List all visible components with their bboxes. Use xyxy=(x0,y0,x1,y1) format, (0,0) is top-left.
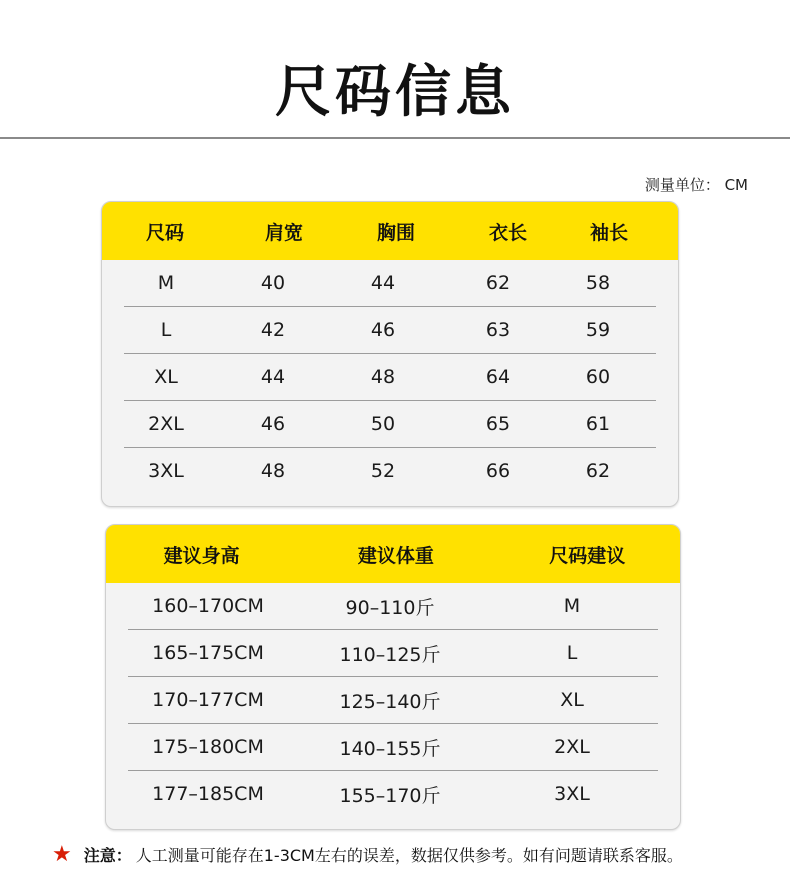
header-weight: 建议体重 xyxy=(357,544,434,567)
cell-length: 62 xyxy=(485,272,511,294)
cell-chest: 44 xyxy=(370,272,396,294)
cell-chest: 48 xyxy=(370,366,396,388)
cell-size: L xyxy=(566,642,578,664)
table-row xyxy=(124,307,656,354)
header-size: 尺码 xyxy=(145,221,184,244)
cell-size: XL xyxy=(154,366,178,388)
star-icon: ★ xyxy=(52,841,72,867)
cell-sleeve: 62 xyxy=(585,460,611,482)
cell-size: M xyxy=(157,272,175,294)
cell-sleeve: 58 xyxy=(585,272,611,294)
recommendation-header xyxy=(106,525,680,583)
cell-weight: 155–170斤 xyxy=(339,784,441,807)
cell-weight: 110–125斤 xyxy=(339,643,441,666)
title-divider xyxy=(0,137,790,139)
page-title: 尺码信息 xyxy=(275,60,515,125)
cell-sleeve: 60 xyxy=(585,366,611,388)
cell-size: 2XL xyxy=(148,413,184,435)
header-sleeve: 袖长 xyxy=(589,221,628,244)
cell-height: 160–170CM xyxy=(152,595,264,617)
note-text: 人工测量可能存在1-3CM左右的误差，数据仅供参考。如有问题请联系客服。 xyxy=(135,846,683,865)
cell-height: 177–185CM xyxy=(152,783,264,805)
cell-size: 3XL xyxy=(148,460,184,482)
cell-shoulder: 44 xyxy=(260,366,286,388)
cell-length: 64 xyxy=(485,366,511,388)
table-row xyxy=(128,771,658,817)
cell-shoulder: 42 xyxy=(260,319,286,341)
cell-weight: 90–110斤 xyxy=(345,596,435,619)
cell-shoulder: 40 xyxy=(260,272,286,294)
table-row xyxy=(128,677,658,724)
cell-size: L xyxy=(160,319,172,341)
cell-length: 63 xyxy=(485,319,511,341)
cell-height: 165–175CM xyxy=(152,642,264,664)
header-height: 建议身高 xyxy=(163,544,240,567)
cell-shoulder: 48 xyxy=(260,460,286,482)
cell-chest: 52 xyxy=(370,460,396,482)
cell-shoulder: 46 xyxy=(260,413,286,435)
note-label: 注意： xyxy=(83,846,132,865)
cell-length: 66 xyxy=(485,460,511,482)
cell-height: 175–180CM xyxy=(152,736,264,758)
size-chart-table xyxy=(101,201,679,507)
measurement-note xyxy=(52,843,683,866)
table-row xyxy=(124,260,656,307)
cell-weight: 140–155斤 xyxy=(339,737,441,760)
table-row xyxy=(124,448,656,494)
header-length: 衣长 xyxy=(488,221,527,244)
cell-size: M xyxy=(563,595,581,617)
size-recommendation-table xyxy=(105,524,681,830)
cell-chest: 46 xyxy=(370,319,396,341)
header-size-advice: 尺码建议 xyxy=(549,544,626,567)
table-row xyxy=(124,354,656,401)
table-row xyxy=(128,724,658,771)
cell-sleeve: 59 xyxy=(585,319,611,341)
table-row xyxy=(128,630,658,677)
cell-height: 170–177CM xyxy=(152,689,264,711)
cell-size: 3XL xyxy=(554,783,590,805)
cell-chest: 50 xyxy=(370,413,396,435)
size-chart-header xyxy=(102,202,678,260)
cell-size: 2XL xyxy=(554,736,590,758)
measurement-unit: 测量单位： CM xyxy=(644,176,748,194)
cell-weight: 125–140斤 xyxy=(339,690,441,713)
cell-length: 65 xyxy=(485,413,511,435)
table-row xyxy=(124,401,656,448)
cell-size: XL xyxy=(560,689,584,711)
table-row xyxy=(128,583,658,630)
header-shoulder: 肩宽 xyxy=(264,221,303,244)
cell-sleeve: 61 xyxy=(585,413,611,435)
header-chest: 胸围 xyxy=(376,221,415,244)
